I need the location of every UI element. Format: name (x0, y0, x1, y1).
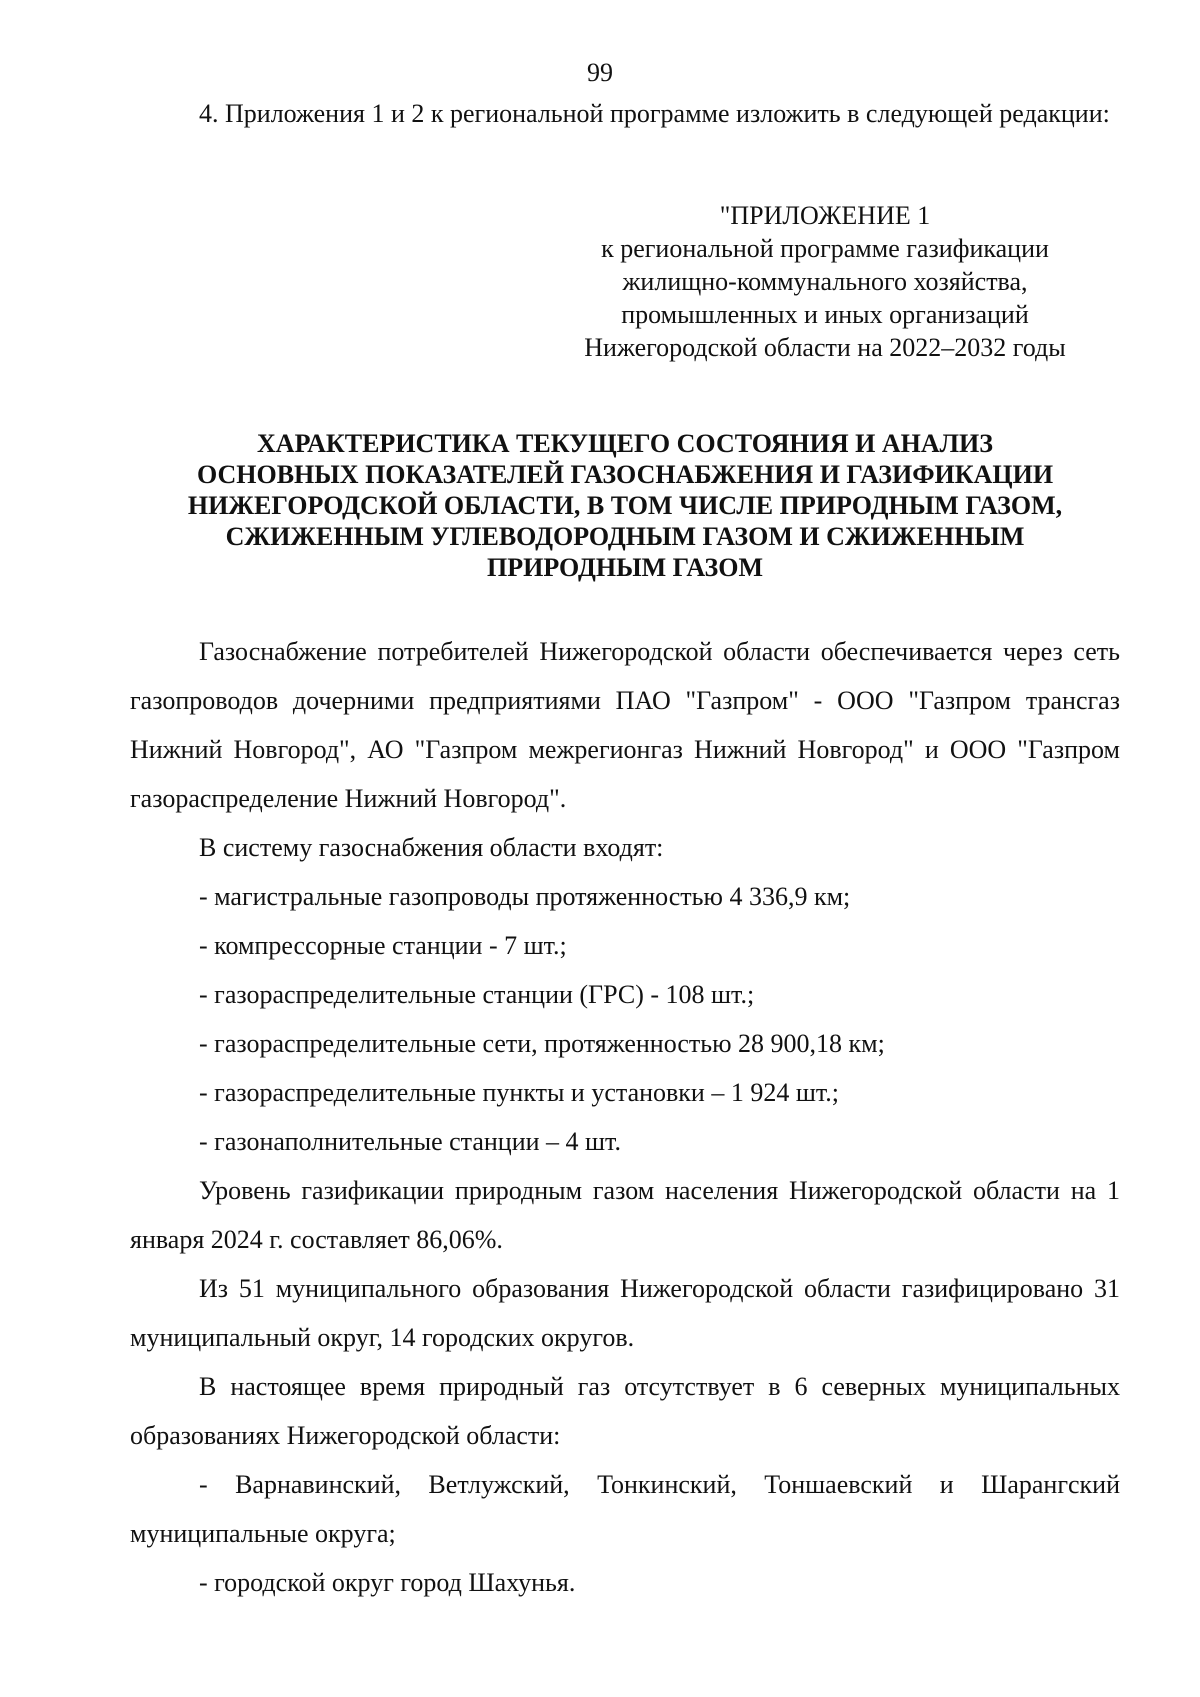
paragraph-municipalities: Из 51 муниципального образования Нижегородской области газифицировано 31 муниципальный округ, 14 городских округов. (130, 1274, 1120, 1352)
paragraph-no-gas: В настоящее время природный газ отсутствует в 6 северных муниципальных образованиях Нижегородской области: (130, 1372, 1120, 1450)
list-item: - городской округ город Шахунья. (199, 1568, 576, 1597)
heading-line: НИЖЕГОРОДСКОЙ ОБЛАСТИ, В ТОМ ЧИСЛЕ ПРИРОДНЫМ ГАЗОМ, (187, 491, 1063, 520)
page-number: 99 (587, 58, 613, 87)
paragraph-gas-supply: Газоснабжение потребителей Нижегородской области обеспечивается через сеть газопроводов дочерними предприятиями ПАО "Газпром" - ООО "Газпром трансгаз Нижний Новгород", АО "Газпром межрегионгаз Нижний Новгород" и ООО "Газпром газораспределение Нижний Новгород". (130, 637, 1120, 813)
list-item: - газораспределительные сети, протяженностью 28 900,18 км; (199, 1029, 885, 1058)
heading-line: ОСНОВНЫХ ПОКАЗАТЕЛЕЙ ГАЗОСНАБЖЕНИЯ И ГАЗИФИКАЦИИ (196, 460, 1054, 489)
list-item: - газораспределительные станции (ГРС) - 108 шт.; (199, 980, 755, 1009)
intro-paragraph: 4. Приложения 1 и 2 к региональной программе изложить в следующей редакции: (199, 99, 1110, 128)
appendix-line: жилищно-коммунального хозяйства, (622, 267, 1028, 296)
heading-line: СЖИЖЕННЫМ УГЛЕВОДОРОДНЫМ ГАЗОМ И СЖИЖЕННЫМ (225, 522, 1025, 551)
list-item: - газонаполнительные станции – 4 шт. (199, 1127, 621, 1156)
list-item: - Варнавинский, Ветлужский, Тонкинский, Тоншаевский и Шарангский муниципальные округа; (130, 1470, 1120, 1548)
list-item: - газораспределительные пункты и установки – 1 924 шт.; (199, 1078, 839, 1107)
appendix-title: "ПРИЛОЖЕНИЕ 1 (719, 201, 931, 230)
section-heading (130, 428, 1120, 583)
appendix-header (540, 199, 1110, 364)
appendix-line: промышленных и иных организаций (621, 300, 1029, 329)
list-item: - магистральные газопроводы протяженностью 4 336,9 км; (199, 882, 851, 911)
appendix-line: Нижегородской области на 2022–2032 годы (584, 333, 1066, 362)
paragraph-gasification-level: Уровень газификации природным газом населения Нижегородской области на 1 января 2024 г. составляет 86,06%. (130, 1176, 1120, 1254)
paragraph-system-intro: В систему газоснабжения области входят: (199, 833, 664, 862)
appendix-line: к региональной программе газификации (601, 234, 1049, 263)
list-item: - компрессорные станции - 7 шт.; (199, 931, 567, 960)
heading-line: ХАРАКТЕРИСТИКА ТЕКУЩЕГО СОСТОЯНИЯ И АНАЛИЗ (257, 429, 993, 458)
main-text (130, 627, 1120, 1607)
heading-line: ПРИРОДНЫМ ГАЗОМ (487, 553, 763, 582)
